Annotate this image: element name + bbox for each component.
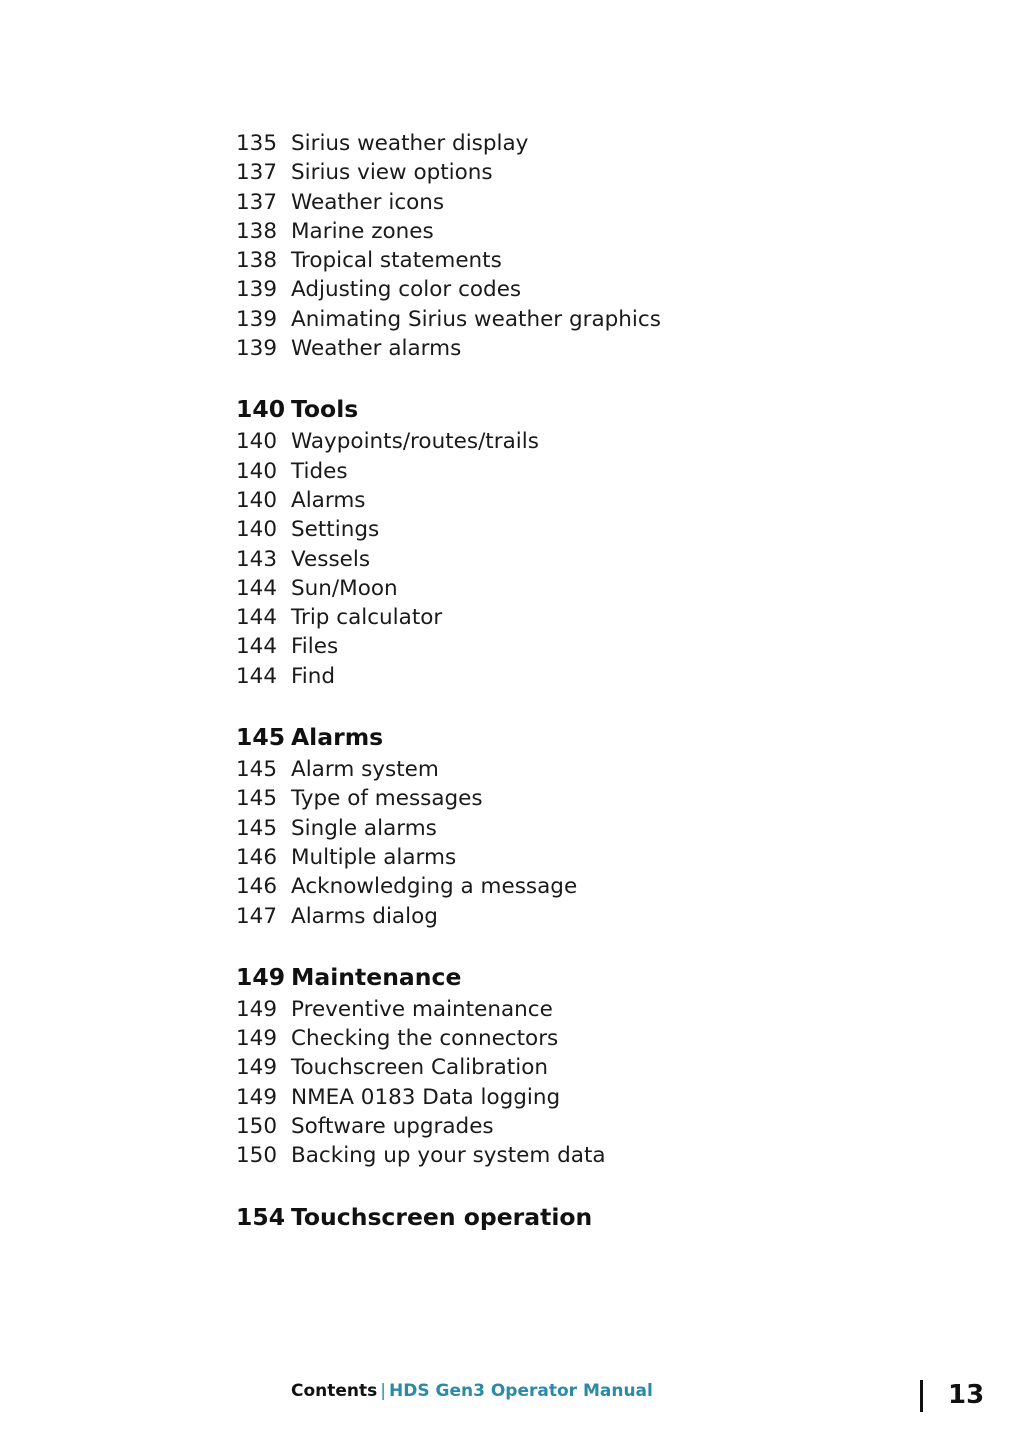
toc-heading[interactable] <box>236 961 936 994</box>
toc-entry-title: NMEA 0183 Data logging <box>291 1084 561 1110</box>
toc-entry[interactable] <box>236 1112 936 1141</box>
toc-entry-page: 140 <box>236 429 278 455</box>
toc-entry-page: 146 <box>236 874 278 900</box>
toc-entry-title: Acknowledging a message <box>291 874 578 900</box>
toc-entry-title: Weather icons <box>291 189 445 215</box>
footer-section-label: Contents <box>291 1381 378 1401</box>
toc-entry[interactable] <box>236 872 936 901</box>
toc-entry-title: Adjusting color codes <box>291 277 522 303</box>
toc-heading[interactable] <box>236 393 936 426</box>
toc-entry-title: Sirius view options <box>291 160 493 186</box>
toc-entry[interactable] <box>236 843 936 872</box>
toc-entry[interactable] <box>236 515 936 544</box>
toc-entry-page: 137 <box>236 189 278 215</box>
toc-entry[interactable] <box>236 275 936 304</box>
toc-entry-page: 135 <box>236 131 278 156</box>
toc-entry-page: 149 <box>236 1026 278 1052</box>
toc-entry[interactable] <box>236 574 936 603</box>
toc-entry-page: 138 <box>236 218 278 244</box>
toc-entry[interactable] <box>236 129 936 158</box>
toc-entry-page: 139 <box>236 277 278 303</box>
toc-entry-page: 144 <box>236 634 278 660</box>
toc-entry-page: 150 <box>236 1143 278 1169</box>
toc-entry-title: Checking the connectors <box>291 1026 559 1052</box>
toc-entry-page: 147 <box>236 903 278 929</box>
toc-entry-title: Multiple alarms <box>291 844 457 870</box>
toc-entry[interactable] <box>236 1024 936 1053</box>
toc-entry-title: Tides <box>291 458 348 484</box>
toc-entry-title: Tropical statements <box>291 248 502 274</box>
toc-entry-page: 137 <box>236 160 278 186</box>
toc-entry[interactable] <box>236 457 936 486</box>
toc-entry[interactable] <box>236 603 936 632</box>
toc-heading-page: 145 <box>236 723 286 752</box>
toc-entry-title: Weather alarms <box>291 336 462 362</box>
toc-section <box>236 393 936 691</box>
toc-entry-title: Type of messages <box>291 786 483 812</box>
toc-entry-title: Alarms <box>291 487 366 513</box>
page-number: 13 <box>948 1380 985 1410</box>
toc-entry-page: 145 <box>236 786 278 812</box>
toc-section <box>236 129 936 363</box>
toc-entry-page: 144 <box>236 663 278 689</box>
toc-entry-title: Single alarms <box>291 815 437 841</box>
toc-entry-page: 149 <box>236 1084 278 1110</box>
toc-entry-title: Preventive maintenance <box>291 996 553 1022</box>
toc-entry[interactable] <box>236 755 936 784</box>
toc-entry-title: Touchscreen Calibration <box>291 1055 548 1081</box>
toc-entry[interactable] <box>236 1083 936 1112</box>
toc-entry[interactable] <box>236 902 936 931</box>
toc-entry-page: 144 <box>236 605 278 631</box>
toc-entry[interactable] <box>236 334 936 363</box>
table-of-contents <box>236 129 936 1235</box>
page-number-divider <box>920 1380 923 1412</box>
toc-section <box>236 961 936 1171</box>
toc-section <box>236 721 936 931</box>
toc-section <box>236 1201 936 1234</box>
toc-entry[interactable] <box>236 246 936 275</box>
toc-entry[interactable] <box>236 632 936 661</box>
toc-entry-title: Sirius weather display <box>291 131 529 156</box>
toc-entry[interactable] <box>236 662 936 691</box>
toc-entry-page: 145 <box>236 757 278 783</box>
toc-entry-page: 140 <box>236 458 278 484</box>
toc-entry-title: Find <box>291 663 336 689</box>
toc-heading-page: 140 <box>236 395 286 424</box>
toc-entry-page: 143 <box>236 546 278 572</box>
toc-entry[interactable] <box>236 427 936 456</box>
toc-entry-page: 146 <box>236 844 278 870</box>
toc-heading-page: 149 <box>236 962 286 991</box>
toc-entry-title: Alarm system <box>291 757 439 783</box>
toc-entry-title: Files <box>291 634 339 660</box>
toc-entry-title: Animating Sirius weather graphics <box>291 306 661 332</box>
toc-entry-page: 149 <box>236 996 278 1022</box>
toc-heading-title: Tools <box>291 395 359 424</box>
toc-entry[interactable] <box>236 1053 936 1082</box>
footer-separator: | <box>380 1381 386 1401</box>
toc-heading[interactable] <box>236 721 936 754</box>
toc-heading[interactable] <box>236 1201 936 1234</box>
toc-entry-page: 150 <box>236 1114 278 1140</box>
toc-entry-page: 138 <box>236 248 278 274</box>
toc-entry-title: Waypoints/routes/trails <box>291 429 539 455</box>
toc-entry-title: Sun/Moon <box>291 575 398 601</box>
toc-heading-title: Touchscreen operation <box>291 1202 593 1231</box>
toc-entry[interactable] <box>236 486 936 515</box>
toc-entry[interactable] <box>236 188 936 217</box>
toc-entry-page: 140 <box>236 487 278 513</box>
toc-heading-page: 154 <box>236 1202 286 1231</box>
toc-heading-title: Alarms <box>291 723 384 752</box>
toc-entry[interactable] <box>236 814 936 843</box>
toc-entry-title: Settings <box>291 517 380 543</box>
toc-entry-page: 139 <box>236 306 278 332</box>
page-footer <box>291 1380 653 1402</box>
toc-entry[interactable] <box>236 217 936 246</box>
toc-entry[interactable] <box>236 1141 936 1170</box>
toc-entry[interactable] <box>236 545 936 574</box>
toc-entry-page: 145 <box>236 815 278 841</box>
toc-entry-page: 140 <box>236 517 278 543</box>
toc-entry-title: Alarms dialog <box>291 903 438 929</box>
toc-entry-title: Backing up your system data <box>291 1143 606 1169</box>
toc-heading-title: Maintenance <box>291 962 462 991</box>
toc-entry[interactable] <box>236 305 936 334</box>
toc-entry-page: 144 <box>236 575 278 601</box>
toc-entry-page: 149 <box>236 1055 278 1081</box>
toc-entry-title: Software upgrades <box>291 1114 494 1140</box>
toc-entry-page: 139 <box>236 336 278 362</box>
toc-entry[interactable] <box>236 158 936 187</box>
toc-entry-title: Vessels <box>291 546 371 572</box>
toc-entry-title: Trip calculator <box>291 605 443 631</box>
toc-entry[interactable] <box>236 995 936 1024</box>
toc-entry-title: Marine zones <box>291 218 434 244</box>
toc-entry[interactable] <box>236 784 936 813</box>
footer-manual-title: HDS Gen3 Operator Manual <box>389 1381 653 1401</box>
